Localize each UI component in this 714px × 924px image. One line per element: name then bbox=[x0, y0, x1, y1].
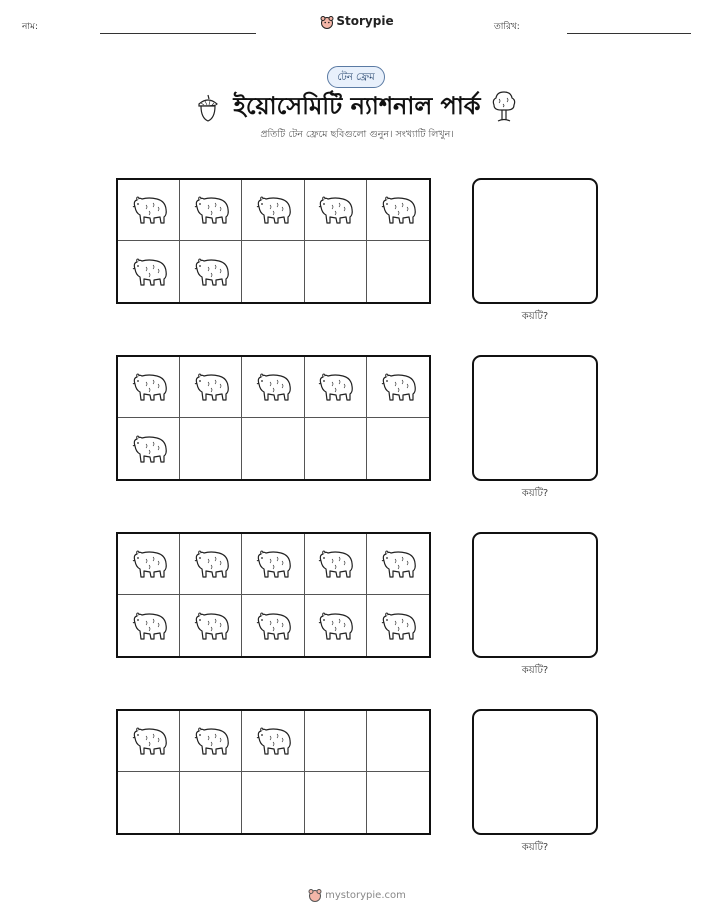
bear-icon bbox=[251, 608, 295, 644]
ten-frame-2 bbox=[116, 355, 431, 481]
bear-icon bbox=[189, 192, 233, 228]
frame-cell bbox=[118, 711, 180, 772]
frame-cell bbox=[305, 357, 367, 418]
frame-cell bbox=[242, 357, 304, 418]
footer bbox=[0, 888, 714, 902]
ten-frame-badge: টেন ফ্রেম bbox=[327, 66, 385, 88]
frame-cell bbox=[242, 595, 304, 656]
frame-cell bbox=[180, 357, 242, 418]
frame-cell bbox=[180, 241, 242, 302]
frame-cell bbox=[180, 772, 242, 833]
frame-cell bbox=[305, 772, 367, 833]
bear-icon bbox=[127, 608, 171, 644]
bear-icon bbox=[189, 254, 233, 290]
frame-cell bbox=[305, 418, 367, 479]
frame-cell bbox=[180, 595, 242, 656]
frame-cell bbox=[180, 180, 242, 241]
frame-cell bbox=[180, 711, 242, 772]
ten-frame-3 bbox=[116, 532, 431, 658]
ten-frame-4 bbox=[116, 709, 431, 835]
frame-cell bbox=[118, 241, 180, 302]
bear-icon bbox=[127, 431, 171, 467]
bear-icon bbox=[376, 608, 420, 644]
bear-icon bbox=[376, 192, 420, 228]
answer-box-2[interactable] bbox=[472, 355, 598, 481]
answer-prompt: কয়টি? bbox=[521, 488, 549, 499]
answer-box-3[interactable] bbox=[472, 532, 598, 658]
bear-icon bbox=[376, 546, 420, 582]
frame-cell bbox=[367, 180, 429, 241]
bear-icon bbox=[127, 546, 171, 582]
frame-cell bbox=[118, 357, 180, 418]
frame-cell bbox=[118, 772, 180, 833]
bear-icon bbox=[189, 608, 233, 644]
answer-prompt: কয়টি? bbox=[521, 665, 549, 676]
footer-url[interactable]: mystorypie.com bbox=[325, 890, 406, 901]
frame-cell bbox=[367, 534, 429, 595]
frame-cell bbox=[305, 595, 367, 656]
bear-icon bbox=[127, 369, 171, 405]
ten-frame-1 bbox=[116, 178, 431, 304]
storypie-logo-icon bbox=[320, 15, 334, 29]
answer-prompt: কয়টি? bbox=[521, 842, 549, 853]
bear-icon bbox=[127, 192, 171, 228]
frame-cell bbox=[305, 534, 367, 595]
frame-cell bbox=[242, 772, 304, 833]
answer-box-4[interactable] bbox=[472, 709, 598, 835]
frame-cell bbox=[367, 772, 429, 833]
frame-cell bbox=[367, 241, 429, 302]
frame-cell bbox=[367, 711, 429, 772]
date-label: তারিখ: bbox=[494, 22, 520, 32]
bear-icon bbox=[189, 546, 233, 582]
bear-icon bbox=[251, 192, 295, 228]
bear-icon bbox=[189, 369, 233, 405]
bear-icon bbox=[313, 608, 357, 644]
bear-icon bbox=[189, 723, 233, 759]
frame-cell bbox=[242, 180, 304, 241]
storypie-logo-icon bbox=[308, 888, 322, 902]
bear-icon bbox=[313, 192, 357, 228]
frame-cell bbox=[118, 534, 180, 595]
frame-cell bbox=[180, 418, 242, 479]
frame-cell bbox=[367, 357, 429, 418]
bear-icon bbox=[313, 369, 357, 405]
bear-icon bbox=[251, 723, 295, 759]
instructions: প্রতিটি টেন ফ্রেমে ছবিগুলো গুনুন। সংখ্যাটি লিখুন। bbox=[260, 129, 454, 140]
frame-cell bbox=[242, 711, 304, 772]
name-write-line[interactable] bbox=[100, 33, 256, 34]
frame-cell bbox=[118, 595, 180, 656]
frame-cell bbox=[305, 711, 367, 772]
frame-cell bbox=[118, 180, 180, 241]
frame-cell bbox=[242, 418, 304, 479]
frame-cell bbox=[242, 534, 304, 595]
bear-icon bbox=[251, 369, 295, 405]
bear-icon bbox=[376, 369, 420, 405]
answer-box-1[interactable] bbox=[472, 178, 598, 304]
bear-icon bbox=[313, 546, 357, 582]
name-label: নাম: bbox=[22, 22, 39, 32]
frame-cell bbox=[242, 241, 304, 302]
frame-cell bbox=[305, 241, 367, 302]
frame-cell bbox=[367, 595, 429, 656]
frame-cell bbox=[180, 534, 242, 595]
frame-cell bbox=[305, 180, 367, 241]
frame-cell bbox=[367, 418, 429, 479]
frame-cell bbox=[118, 418, 180, 479]
answer-prompt: কয়টি? bbox=[521, 311, 549, 322]
bear-icon bbox=[127, 254, 171, 290]
brand-name: Storypie bbox=[336, 14, 394, 28]
bear-icon bbox=[127, 723, 171, 759]
bear-icon bbox=[251, 546, 295, 582]
brand bbox=[0, 14, 714, 29]
page-title: ইয়োসেমিটি ন্যাশনাল পার্ক bbox=[233, 92, 481, 120]
date-write-line[interactable] bbox=[567, 33, 691, 34]
